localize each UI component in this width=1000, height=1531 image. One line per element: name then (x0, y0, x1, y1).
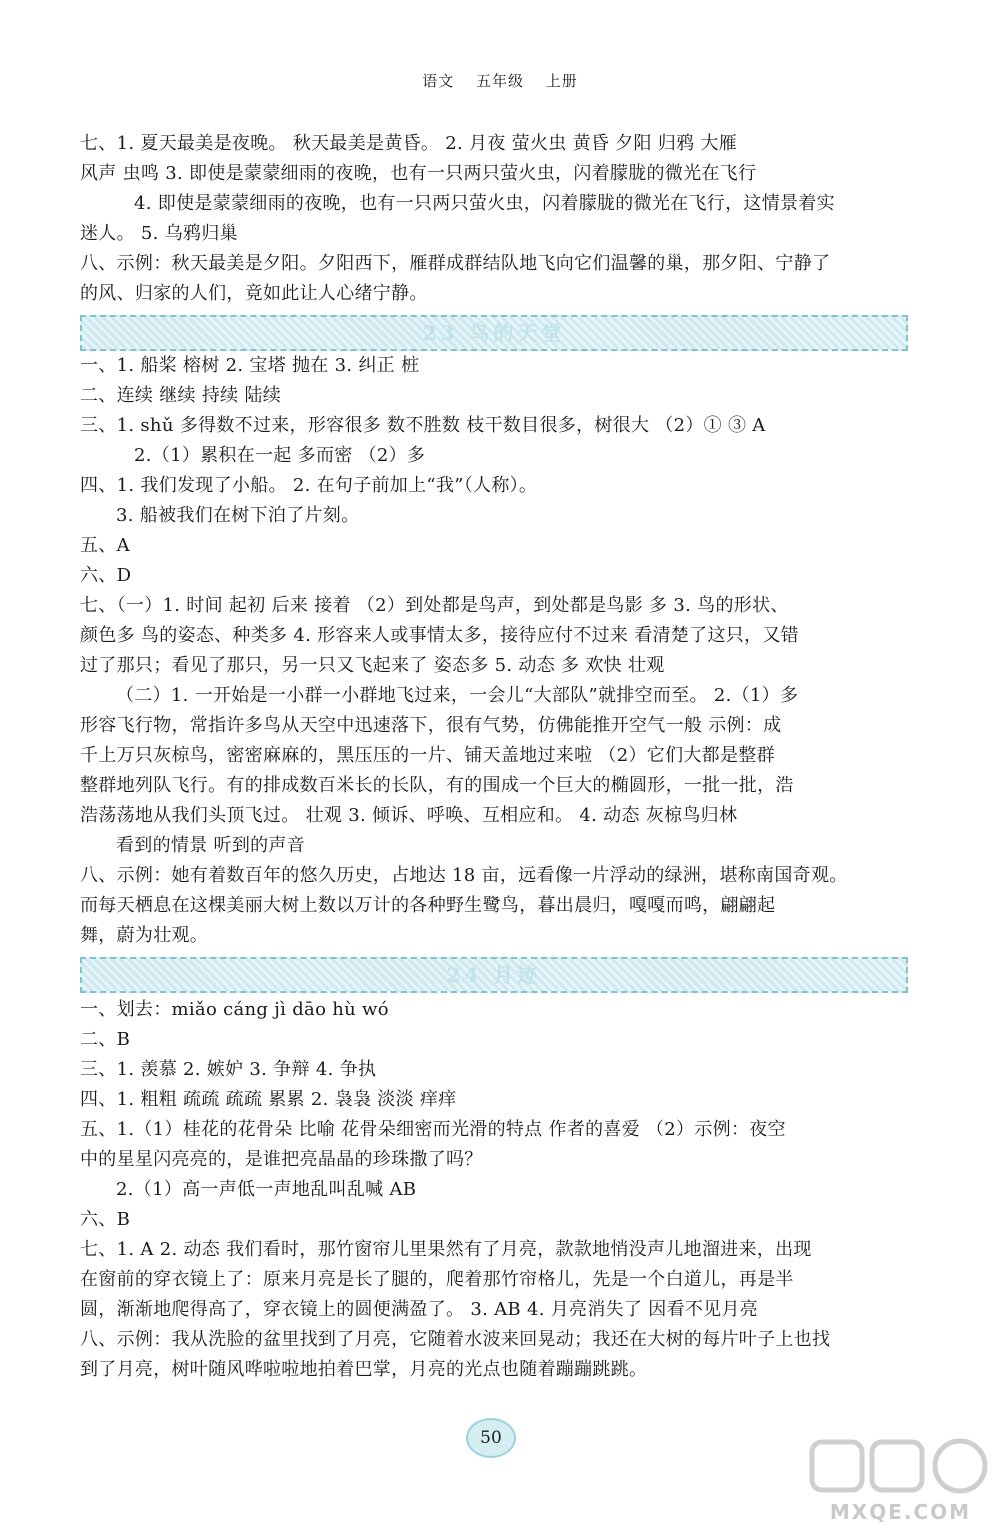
answer-line: 千上万只灰椋鸟，密密麻麻的，黑压压的一片、铺天盖地过来啦 （2）它们大都是整群 (80, 745, 775, 766)
answer-line: 五、1.（1）桂花的花骨朵 比喻 花骨朵细密而光滑的特点 作者的喜爱 （2）示例：夜空 (80, 1119, 786, 1140)
answer-line: 八、示例：她有着数百年的悠久历史，占地达 18 亩，远看像一片浮动的绿洲，堪称南国奇观。 (80, 865, 848, 886)
answer-line: 整群地列队飞行。有的排成数百米长的长队，有的围成一个巨大的椭圆形，一批一批，浩 (80, 775, 794, 796)
lesson-title: 24 月迹 (446, 963, 542, 987)
watermark-logo (808, 1436, 993, 1524)
answer-line: 形容飞行物，常指许多鸟从天空中迅速落下，很有气势，仿佛能推开空气一般 示例：成 (80, 715, 782, 736)
answer-line: 八、示例：秋天最美是夕阳。夕阳西下，雁群成群结队地飞向它们温馨的巢，那夕阳、宁静了 (80, 253, 831, 274)
lesson-banner (80, 957, 908, 993)
answer-line: 舞，蔚为壮观。 (80, 925, 209, 946)
answer-line: 一、1. 船桨 榕树 2. 宝塔 抛在 3. 纠正 桩 (80, 355, 420, 376)
answer-line: 的风、归家的人们，竟如此让人心绪宁静。 (80, 283, 428, 304)
answer-line: 看到的情景 听到的声音 (116, 835, 306, 856)
answer-line: 二、连续 继续 持续 陆续 (80, 385, 282, 406)
answer-line: 风声 虫鸣 3. 即使是蒙蒙细雨的夜晚，也有一只两只萤火虫，闪着朦胧的微光在飞行 (80, 163, 757, 184)
lesson-title: 23 鸟的天堂 (422, 321, 566, 345)
header-subject: 语文 (422, 72, 455, 90)
answer-line: 七、1. 夏天最美是夜晚。 秋天最美是黄昏。 2. 月夜 萤火虫 黄昏 夕阳 归鸦 大雁 (80, 133, 738, 154)
page-number: 50 (466, 1418, 516, 1458)
answer-line: 在窗前的穿衣镜上了：原来月亮是长了腿的，爬着那竹帘格儿，先是一个白道儿，再是半 (80, 1269, 794, 1290)
answer-line: 七、1. A 2. 动态 我们看时，那竹窗帘儿里果然有了月亮，款款地悄没声儿地溜进来，出现 (80, 1239, 812, 1260)
answer-line: 四、1. 粗粗 疏疏 疏疏 累累 2. 袅袅 淡淡 痒痒 (80, 1089, 457, 1110)
answer-line: 六、B (80, 1209, 131, 1230)
answer-line: 浩荡荡地从我们头顶飞过。 壮观 3. 倾诉、呼唤、互相应和。 4. 动态 灰椋鸟归林 (80, 805, 738, 826)
answer-line: 过了那只；看见了那只，另一只又飞起来了 姿态多 5. 动态 多 欢快 壮观 (80, 655, 665, 676)
answer-line: 三、1. shǔ 多得数不过来，形容很多 数不胜数 枝干数目很多，树很大 （2）① ③ A (80, 415, 766, 436)
answer-line: 而每天栖息在这棵美丽大树上数以万计的各种野生鹭鸟，暮出晨归，嘎嘎而鸣，翩翩起 (80, 895, 776, 916)
answer-line: 2.（1）累积在一起 多而密 （2）多 (134, 445, 426, 466)
answer-line: 七、（一）1. 时间 起初 后来 接着 （2）到处都是鸟声，到处都是鸟影 多 3. 鸟的形状、 (80, 595, 789, 616)
answer-line: 五、A (80, 535, 130, 556)
answer-line: 迷人。 5. 乌鸦归巢 (80, 223, 238, 244)
answer-line: 一、划去：miǎo cáng jì dāo hù wó (80, 999, 389, 1020)
answer-line: （二）1. 一开始是一小群一小群地飞过来，一会儿“大部队”就排空而至。 2.（1）多 (116, 685, 799, 706)
watermark-domain: MXQE.COM (829, 1500, 972, 1524)
answer-line: 4. 即使是蒙蒙细雨的夜晚，也有一只两只萤火虫，闪着朦胧的微光在飞行，这情景着实 (134, 193, 835, 214)
answer-line: 3. 船被我们在树下泊了片刻。 (116, 505, 360, 526)
answer-line: 六、D (80, 565, 132, 586)
answer-line: 2.（1）高一声低一声地乱叫乱喊 AB (116, 1179, 417, 1200)
watermark-mark-icon (808, 1436, 993, 1496)
answer-line: 二、B (80, 1029, 131, 1050)
answer-line: 到了月亮，树叶随风哗啦啦地拍着巴掌，月亮的光点也随着蹦蹦跳跳。 (80, 1359, 648, 1380)
header-volume: 上册 (545, 72, 578, 90)
answer-line: 颜色多 鸟的姿态、种类多 4. 形容来人或事情太多，接待应付不过来 看清楚了这只，又错 (80, 625, 799, 646)
lesson-banner (80, 315, 908, 351)
answer-line: 三、1. 羡慕 2. 嫉妒 3. 争辩 4. 争执 (80, 1059, 377, 1080)
answer-line: 中的星星闪亮亮的，是谁把亮晶晶的珍珠撒了吗？ (80, 1149, 483, 1170)
header-grade: 五年级 (475, 72, 524, 90)
answer-line: 四、1. 我们发现了小船。 2. 在句子前加上“我”（人称）。 (80, 475, 538, 496)
answer-line: 八、示例：我从洗脸的盆里找到了月亮，它随着水波来回晃动；我还在大树的每片叶子上也找 (80, 1329, 831, 1350)
answer-line: 圆，渐渐地爬得高了，穿衣镜上的圆便满盈了。 3. AB 4. 月亮消失了 因看不见月亮 (80, 1299, 759, 1320)
page-header (0, 70, 1000, 91)
